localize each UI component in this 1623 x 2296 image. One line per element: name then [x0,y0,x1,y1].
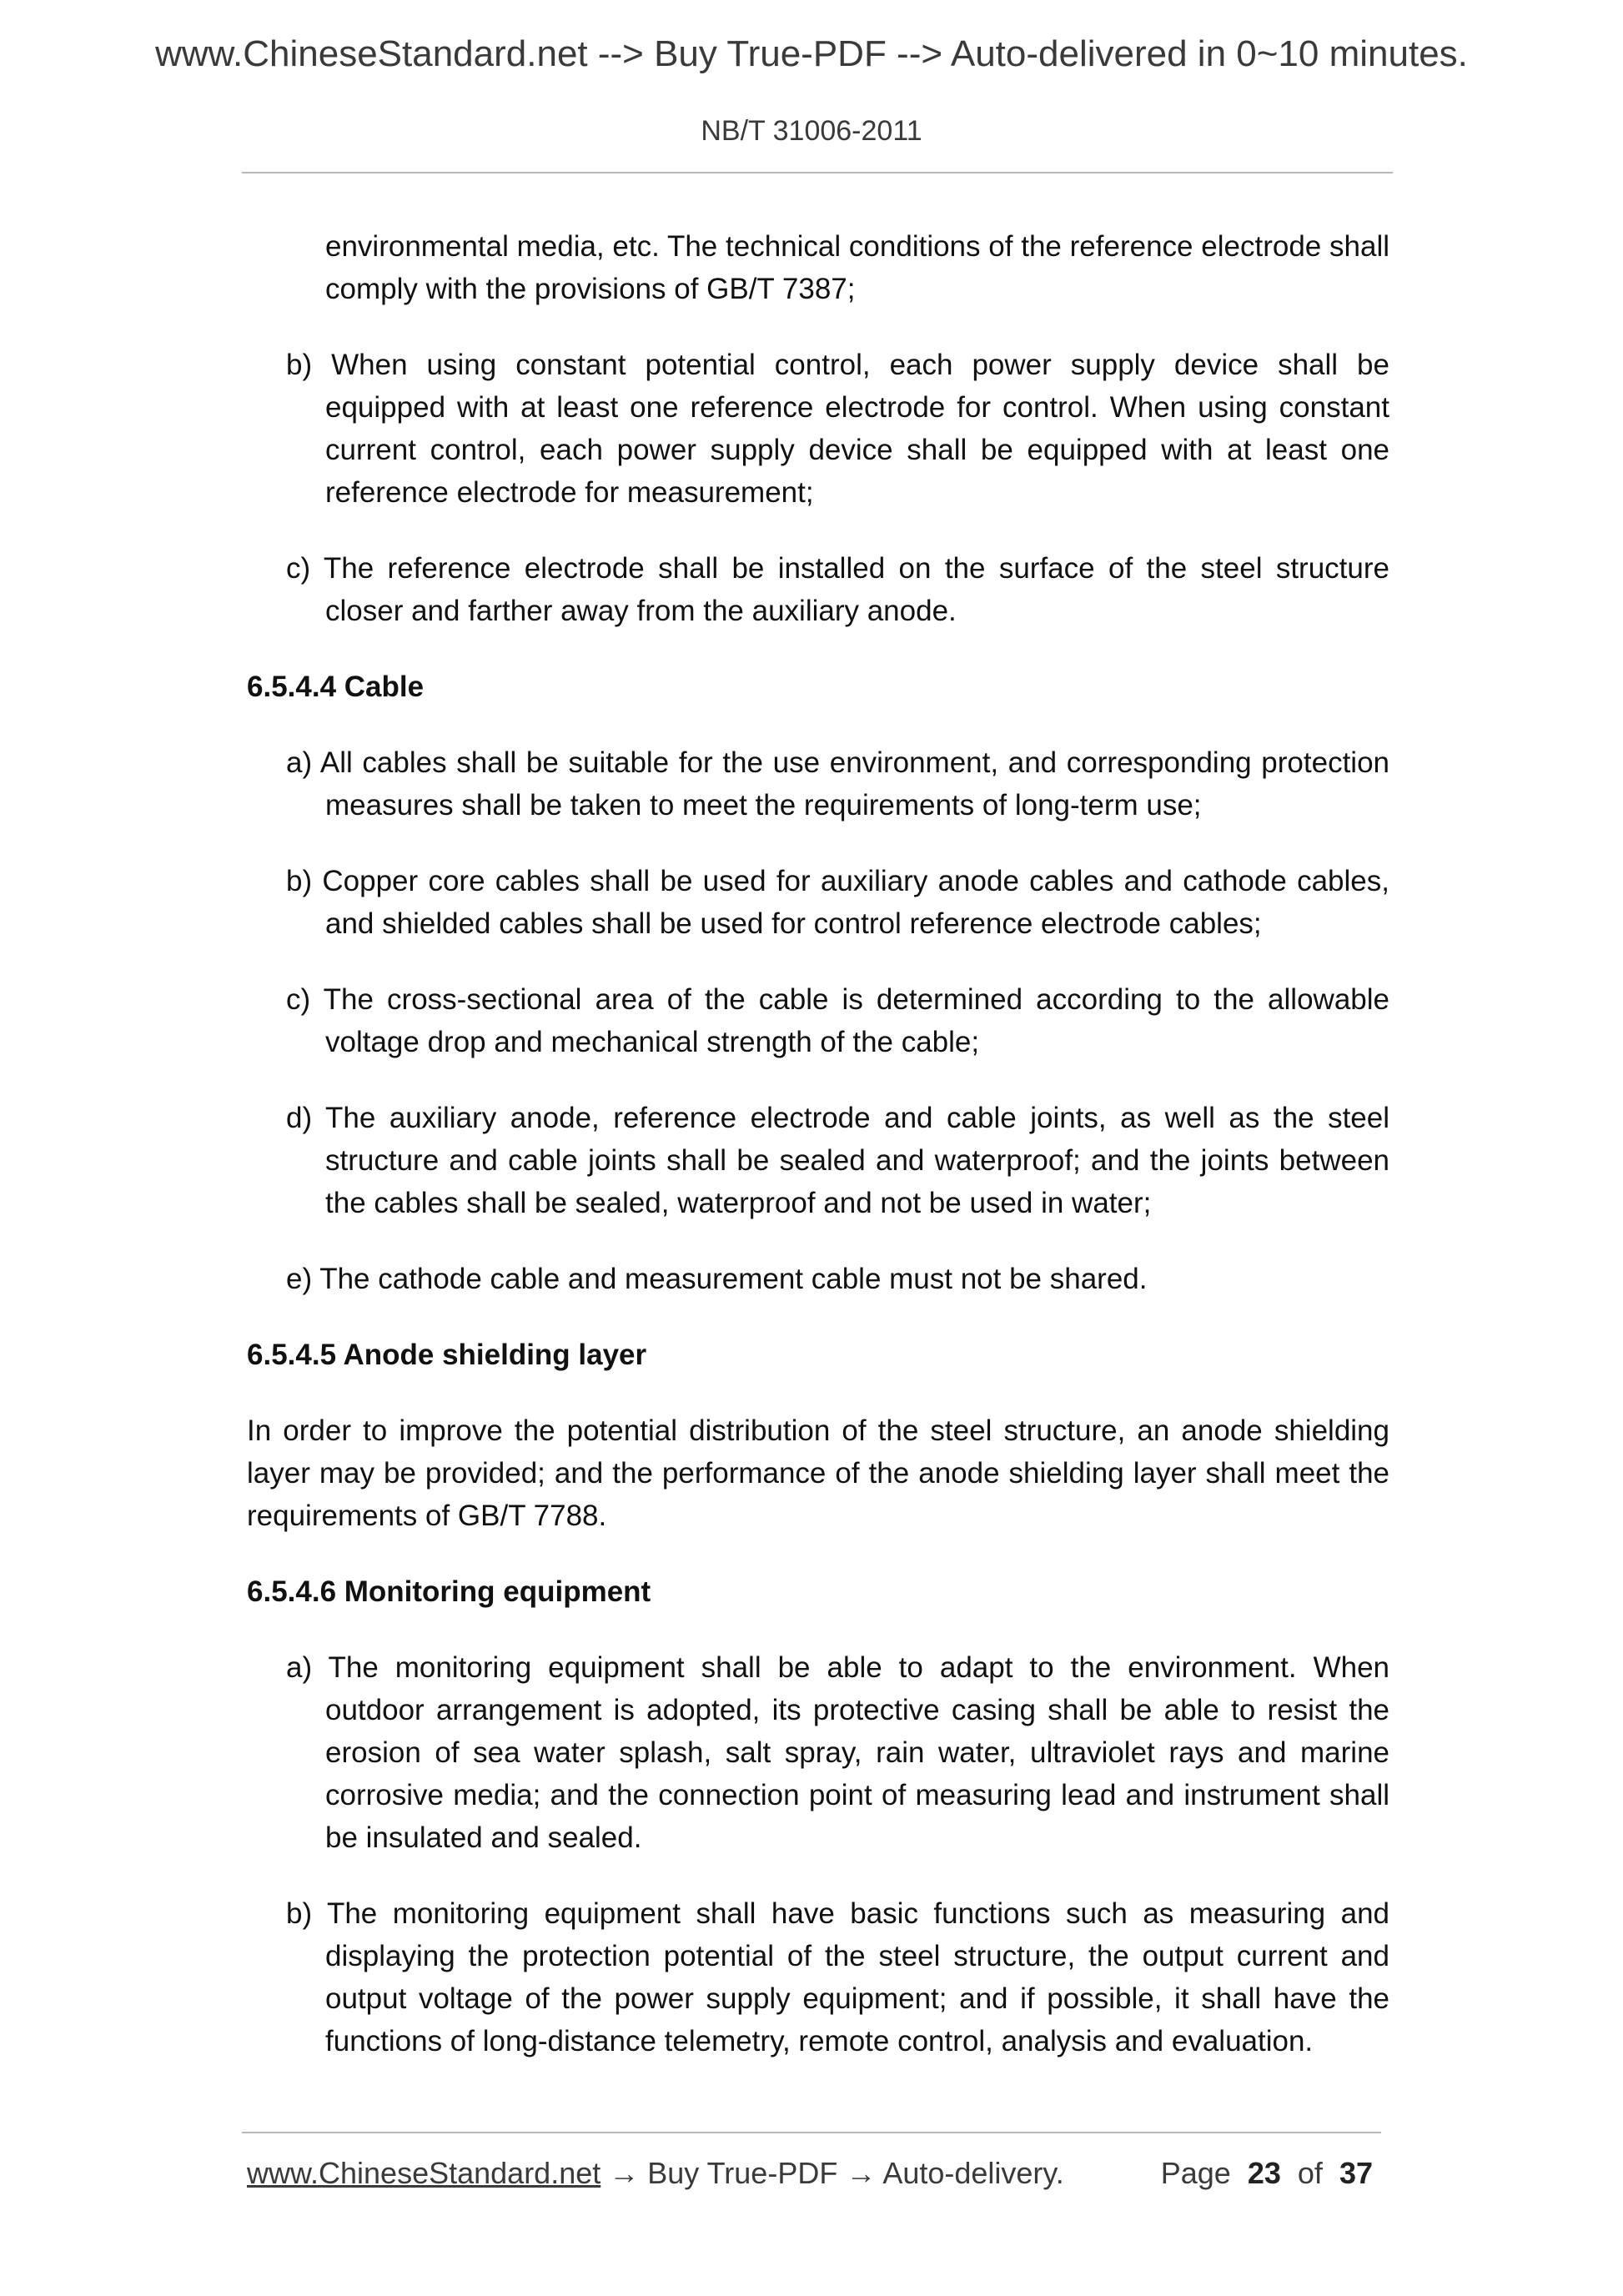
footer-divider [242,2132,1381,2133]
list-item-cable-c: c) The cross-sectional area of the cable is determined according to the allowable voltage drop and mechanical strength of the cable; [286,983,1389,1058]
list-item-monitoring-b: b) The monitoring equipment shall have basic functions such as measuring and displaying the protection potential of the steel structure, the output current and output voltage of the power supply equipment; and if possible, it shall have the functions of long-distance telemetry, remote control, analysis and evaluation. [286,1897,1389,2057]
list-item-reference-b: b) When using constant potential control, each power supply device shall be equipped with at least one reference electrode for control. When using constant current control, each power supply device shall be equipped with at least one reference electrode for measurement; [286,349,1389,509]
footer-site-link[interactable]: www.ChineseStandard.net [247,2156,601,2190]
header-divider [242,172,1393,173]
continued-paragraph: environmental media, etc. The technical conditions of the reference electrode shall comply with the provisions of GB/T 7387; [325,230,1389,305]
list-item-cable-d: d) The auxiliary anode, reference electrode and cable joints, as well as the steel structure and cable joints shall be sealed and waterproof; and the joints between the cables shall be sealed, waterproof and not be used in water; [286,1102,1389,1219]
list-item-cable-b: b) Copper core cables shall be used for auxiliary anode cables and cathode cables, and shielded cables shall be used for control reference electrode cables; [286,865,1389,940]
page-of-label: of [1297,2156,1323,2190]
footer-promo-text: → Buy True-PDF → Auto-delivery. [600,2156,1064,2190]
page-content [247,225,1389,2096]
list-item-cable-a: a) All cables shall be suitable for the use environment, and corresponding protection measures shall be taken to meet the requirements of long-term use; [286,746,1389,821]
paragraph-anode-shielding: In order to improve the potential distribution of the steel structure, an anode shielding layer may be provided; and the performance of the anode shielding layer shall meet the requirements of GB/T 7788. [247,1414,1389,1532]
page-number [1161,2156,1373,2191]
page-current: 23 [1247,2156,1281,2190]
list-item-monitoring-a: a) The monitoring equipment shall be able to adapt to the environment. When outdoor arrangement is adopted, its protective casing shall be able to resist the erosion of sea water splash, salt spray, rain water, ultraviolet rays and marine corrosive media; and the connection point of measuring lead and instrument shall be insulated and sealed. [286,1651,1389,1854]
list-item-reference-c: c) The reference electrode shall be installed on the surface of the steel structure closer and farther away from the auxiliary anode. [286,552,1389,627]
footer-promo [247,2156,1064,2191]
section-heading-anode-shielding: 6.5.4.5 Anode shielding layer [247,1339,647,1371]
list-item-cable-e: e) The cathode cable and measurement cable must not be shared. [286,1263,1148,1295]
page-label: Page [1160,2156,1231,2190]
page-total: 37 [1339,2156,1373,2190]
document-code: NB/T 31006-2011 [701,115,922,147]
section-heading-cable: 6.5.4.4 Cable [247,671,425,703]
header-banner: www.ChineseStandard.net --> Buy True-PDF --> Auto-delivered in 0~10 minutes. [155,33,1468,74]
section-heading-monitoring: 6.5.4.6 Monitoring equipment [247,1575,651,1608]
